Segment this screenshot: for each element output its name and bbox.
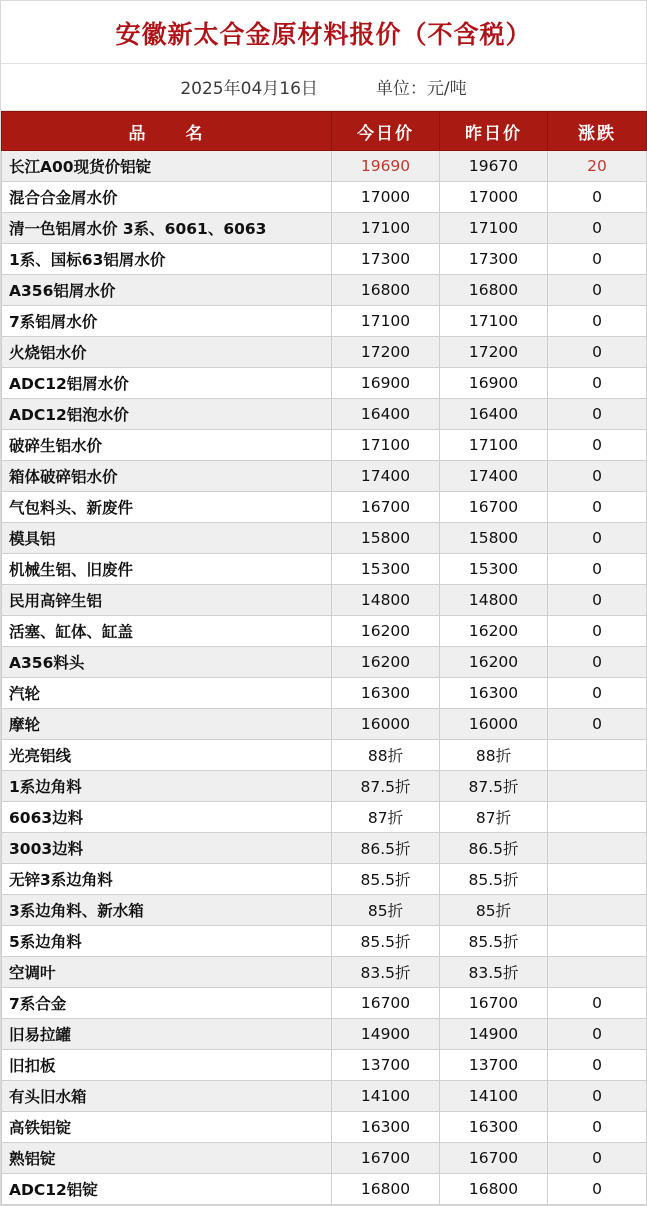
table-row xyxy=(2,616,647,647)
cell-change xyxy=(548,833,647,864)
cell-product-name: 3003边料 xyxy=(2,833,332,864)
cell-product-name: 6063边料 xyxy=(2,802,332,833)
cell-yesterday-price: 16200 xyxy=(440,616,548,647)
cell-yesterday-price: 17100 xyxy=(440,213,548,244)
quote-date: 2025年04月16日 xyxy=(180,79,318,99)
cell-yesterday-price: 86.5折 xyxy=(440,833,548,864)
cell-today-price: 17100 xyxy=(332,430,440,461)
cell-product-name: 长江A00现货价铝锭 xyxy=(2,151,332,182)
table-row xyxy=(2,151,647,182)
cell-product-name: 混合合金屑水价 xyxy=(2,182,332,213)
cell-change xyxy=(548,740,647,771)
table-row xyxy=(2,895,647,926)
cell-product-name: 3系边角料、新水箱 xyxy=(2,895,332,926)
cell-change: 0 xyxy=(548,461,647,492)
cell-yesterday-price: 88折 xyxy=(440,740,548,771)
cell-yesterday-price: 87折 xyxy=(440,802,548,833)
cell-change: 0 xyxy=(548,523,647,554)
cell-change: 0 xyxy=(548,709,647,740)
cell-today-price: 16300 xyxy=(332,678,440,709)
table-row xyxy=(2,647,647,678)
cell-yesterday-price: 15300 xyxy=(440,554,548,585)
cell-today-price: 87折 xyxy=(332,802,440,833)
table-row xyxy=(2,585,647,616)
cell-yesterday-price: 14100 xyxy=(440,1081,548,1112)
cell-change: 0 xyxy=(548,554,647,585)
cell-change: 0 xyxy=(548,616,647,647)
cell-today-price: 85.5折 xyxy=(332,926,440,957)
cell-yesterday-price: 17400 xyxy=(440,461,548,492)
column-header-name: 品 名 xyxy=(2,112,332,151)
table-row xyxy=(2,492,647,523)
cell-product-name: 民用高锌生铝 xyxy=(2,585,332,616)
cell-change: 0 xyxy=(548,1081,647,1112)
cell-yesterday-price: 14800 xyxy=(440,585,548,616)
cell-today-price: 17400 xyxy=(332,461,440,492)
cell-today-price: 85折 xyxy=(332,895,440,926)
cell-product-name: 7系合金 xyxy=(2,988,332,1019)
cell-change xyxy=(548,802,647,833)
cell-today-price: 16200 xyxy=(332,616,440,647)
column-header-today: 今日价 xyxy=(332,112,440,151)
cell-today-price: 16800 xyxy=(332,1174,440,1205)
table-row xyxy=(2,306,647,337)
cell-yesterday-price: 17200 xyxy=(440,337,548,368)
cell-product-name: 空调叶 xyxy=(2,957,332,988)
table-header xyxy=(2,112,647,151)
cell-change: 0 xyxy=(548,275,647,306)
cell-product-name: A356铝屑水价 xyxy=(2,275,332,306)
table-row xyxy=(2,1174,647,1205)
cell-yesterday-price: 83.5折 xyxy=(440,957,548,988)
cell-yesterday-price: 85.5折 xyxy=(440,864,548,895)
cell-today-price: 14800 xyxy=(332,585,440,616)
cell-today-price: 16900 xyxy=(332,368,440,399)
cell-product-name: 气包料头、新废件 xyxy=(2,492,332,523)
cell-today-price: 16800 xyxy=(332,275,440,306)
cell-product-name: ADC12铝屑水价 xyxy=(2,368,332,399)
table-row xyxy=(2,1112,647,1143)
cell-yesterday-price: 85.5折 xyxy=(440,926,548,957)
table-row xyxy=(2,1050,647,1081)
cell-today-price: 13700 xyxy=(332,1050,440,1081)
column-header-change: 涨跌 xyxy=(548,112,647,151)
cell-yesterday-price: 16700 xyxy=(440,1143,548,1174)
cell-product-name: ADC12铝泡水价 xyxy=(2,399,332,430)
cell-yesterday-price: 17000 xyxy=(440,182,548,213)
cell-product-name: 5系边角料 xyxy=(2,926,332,957)
cell-change: 0 xyxy=(548,244,647,275)
table-row xyxy=(2,802,647,833)
cell-product-name: 1系、国标63铝屑水价 xyxy=(2,244,332,275)
cell-today-price: 17000 xyxy=(332,182,440,213)
table-row xyxy=(2,740,647,771)
cell-today-price: 16000 xyxy=(332,709,440,740)
column-header-yesterday: 昨日价 xyxy=(440,112,548,151)
table-row xyxy=(2,678,647,709)
cell-yesterday-price: 16400 xyxy=(440,399,548,430)
cell-yesterday-price: 16200 xyxy=(440,647,548,678)
cell-change: 0 xyxy=(548,492,647,523)
page-title: 安徽新太合金原材料报价（不含税） xyxy=(115,20,532,49)
table-row xyxy=(2,275,647,306)
cell-today-price: 15800 xyxy=(332,523,440,554)
cell-product-name: 有头旧水箱 xyxy=(2,1081,332,1112)
cell-change xyxy=(548,771,647,802)
table-row xyxy=(2,771,647,802)
cell-today-price: 17100 xyxy=(332,213,440,244)
cell-yesterday-price: 16800 xyxy=(440,275,548,306)
cell-today-price: 16700 xyxy=(332,492,440,523)
cell-today-price: 85.5折 xyxy=(332,864,440,895)
cell-yesterday-price: 13700 xyxy=(440,1050,548,1081)
cell-change: 0 xyxy=(548,306,647,337)
subtitle-bar xyxy=(1,64,646,111)
table-row xyxy=(2,864,647,895)
cell-change: 0 xyxy=(548,1112,647,1143)
cell-yesterday-price: 16300 xyxy=(440,678,548,709)
cell-product-name: 光亮铝线 xyxy=(2,740,332,771)
cell-change xyxy=(548,957,647,988)
cell-product-name: ADC12铝锭 xyxy=(2,1174,332,1205)
cell-yesterday-price: 17300 xyxy=(440,244,548,275)
cell-yesterday-price: 15800 xyxy=(440,523,548,554)
cell-today-price: 88折 xyxy=(332,740,440,771)
table-row xyxy=(2,244,647,275)
cell-change: 0 xyxy=(548,647,647,678)
cell-product-name: 清一色铝屑水价 3系、6061、6063 xyxy=(2,213,332,244)
table-row xyxy=(2,1143,647,1174)
cell-change: 0 xyxy=(548,988,647,1019)
cell-change: 0 xyxy=(548,430,647,461)
table-row xyxy=(2,554,647,585)
cell-yesterday-price: 16700 xyxy=(440,988,548,1019)
table-row xyxy=(2,988,647,1019)
cell-yesterday-price: 17100 xyxy=(440,430,548,461)
table-body xyxy=(2,151,647,1205)
price-table xyxy=(1,111,647,1205)
cell-product-name: 旧易拉罐 xyxy=(2,1019,332,1050)
cell-today-price: 14900 xyxy=(332,1019,440,1050)
cell-change: 0 xyxy=(548,182,647,213)
cell-today-price: 16700 xyxy=(332,988,440,1019)
cell-today-price: 15300 xyxy=(332,554,440,585)
cell-yesterday-price: 16900 xyxy=(440,368,548,399)
cell-today-price: 17300 xyxy=(332,244,440,275)
cell-change: 0 xyxy=(548,1050,647,1081)
cell-today-price: 14100 xyxy=(332,1081,440,1112)
cell-yesterday-price: 16800 xyxy=(440,1174,548,1205)
cell-change: 0 xyxy=(548,1019,647,1050)
cell-product-name: 7系铝屑水价 xyxy=(2,306,332,337)
cell-yesterday-price: 16700 xyxy=(440,492,548,523)
title-bar xyxy=(1,1,646,64)
cell-today-price: 87.5折 xyxy=(332,771,440,802)
cell-yesterday-price: 87.5折 xyxy=(440,771,548,802)
table-row xyxy=(2,523,647,554)
cell-change: 0 xyxy=(548,1143,647,1174)
table-row xyxy=(2,368,647,399)
cell-today-price: 19690 xyxy=(332,151,440,182)
cell-product-name: 熟铝锭 xyxy=(2,1143,332,1174)
cell-yesterday-price: 14900 xyxy=(440,1019,548,1050)
table-row xyxy=(2,430,647,461)
cell-today-price: 86.5折 xyxy=(332,833,440,864)
table-row xyxy=(2,1019,647,1050)
cell-change: 20 xyxy=(548,151,647,182)
cell-today-price: 16200 xyxy=(332,647,440,678)
cell-yesterday-price: 85折 xyxy=(440,895,548,926)
cell-today-price: 17100 xyxy=(332,306,440,337)
table-row xyxy=(2,926,647,957)
cell-product-name: 汽轮 xyxy=(2,678,332,709)
cell-change: 0 xyxy=(548,368,647,399)
cell-yesterday-price: 17100 xyxy=(440,306,548,337)
cell-change: 0 xyxy=(548,678,647,709)
cell-change: 0 xyxy=(548,1174,647,1205)
cell-today-price: 16300 xyxy=(332,1112,440,1143)
table-row xyxy=(2,182,647,213)
cell-change xyxy=(548,864,647,895)
cell-product-name: 无锌3系边角料 xyxy=(2,864,332,895)
table-row xyxy=(2,213,647,244)
cell-change: 0 xyxy=(548,399,647,430)
cell-product-name: 火烧铝水价 xyxy=(2,337,332,368)
table-row xyxy=(2,709,647,740)
table-row xyxy=(2,337,647,368)
cell-product-name: 摩轮 xyxy=(2,709,332,740)
cell-product-name: A356料头 xyxy=(2,647,332,678)
cell-yesterday-price: 16000 xyxy=(440,709,548,740)
cell-product-name: 旧扣板 xyxy=(2,1050,332,1081)
cell-product-name: 活塞、缸体、缸盖 xyxy=(2,616,332,647)
cell-change xyxy=(548,926,647,957)
cell-product-name: 破碎生铝水价 xyxy=(2,430,332,461)
table-row xyxy=(2,1081,647,1112)
cell-today-price: 83.5折 xyxy=(332,957,440,988)
table-row xyxy=(2,399,647,430)
cell-product-name: 1系边角料 xyxy=(2,771,332,802)
cell-yesterday-price: 19670 xyxy=(440,151,548,182)
cell-product-name: 箱体破碎铝水价 xyxy=(2,461,332,492)
cell-change: 0 xyxy=(548,337,647,368)
quote-unit: 单位：元/吨 xyxy=(375,79,467,99)
cell-product-name: 机械生铝、旧废件 xyxy=(2,554,332,585)
table-row xyxy=(2,461,647,492)
cell-yesterday-price: 16300 xyxy=(440,1112,548,1143)
cell-today-price: 16400 xyxy=(332,399,440,430)
cell-change: 0 xyxy=(548,585,647,616)
cell-today-price: 17200 xyxy=(332,337,440,368)
cell-change xyxy=(548,895,647,926)
cell-product-name: 高铁铝锭 xyxy=(2,1112,332,1143)
cell-today-price: 16700 xyxy=(332,1143,440,1174)
table-row xyxy=(2,833,647,864)
table-row xyxy=(2,957,647,988)
cell-change: 0 xyxy=(548,213,647,244)
cell-product-name: 模具铝 xyxy=(2,523,332,554)
